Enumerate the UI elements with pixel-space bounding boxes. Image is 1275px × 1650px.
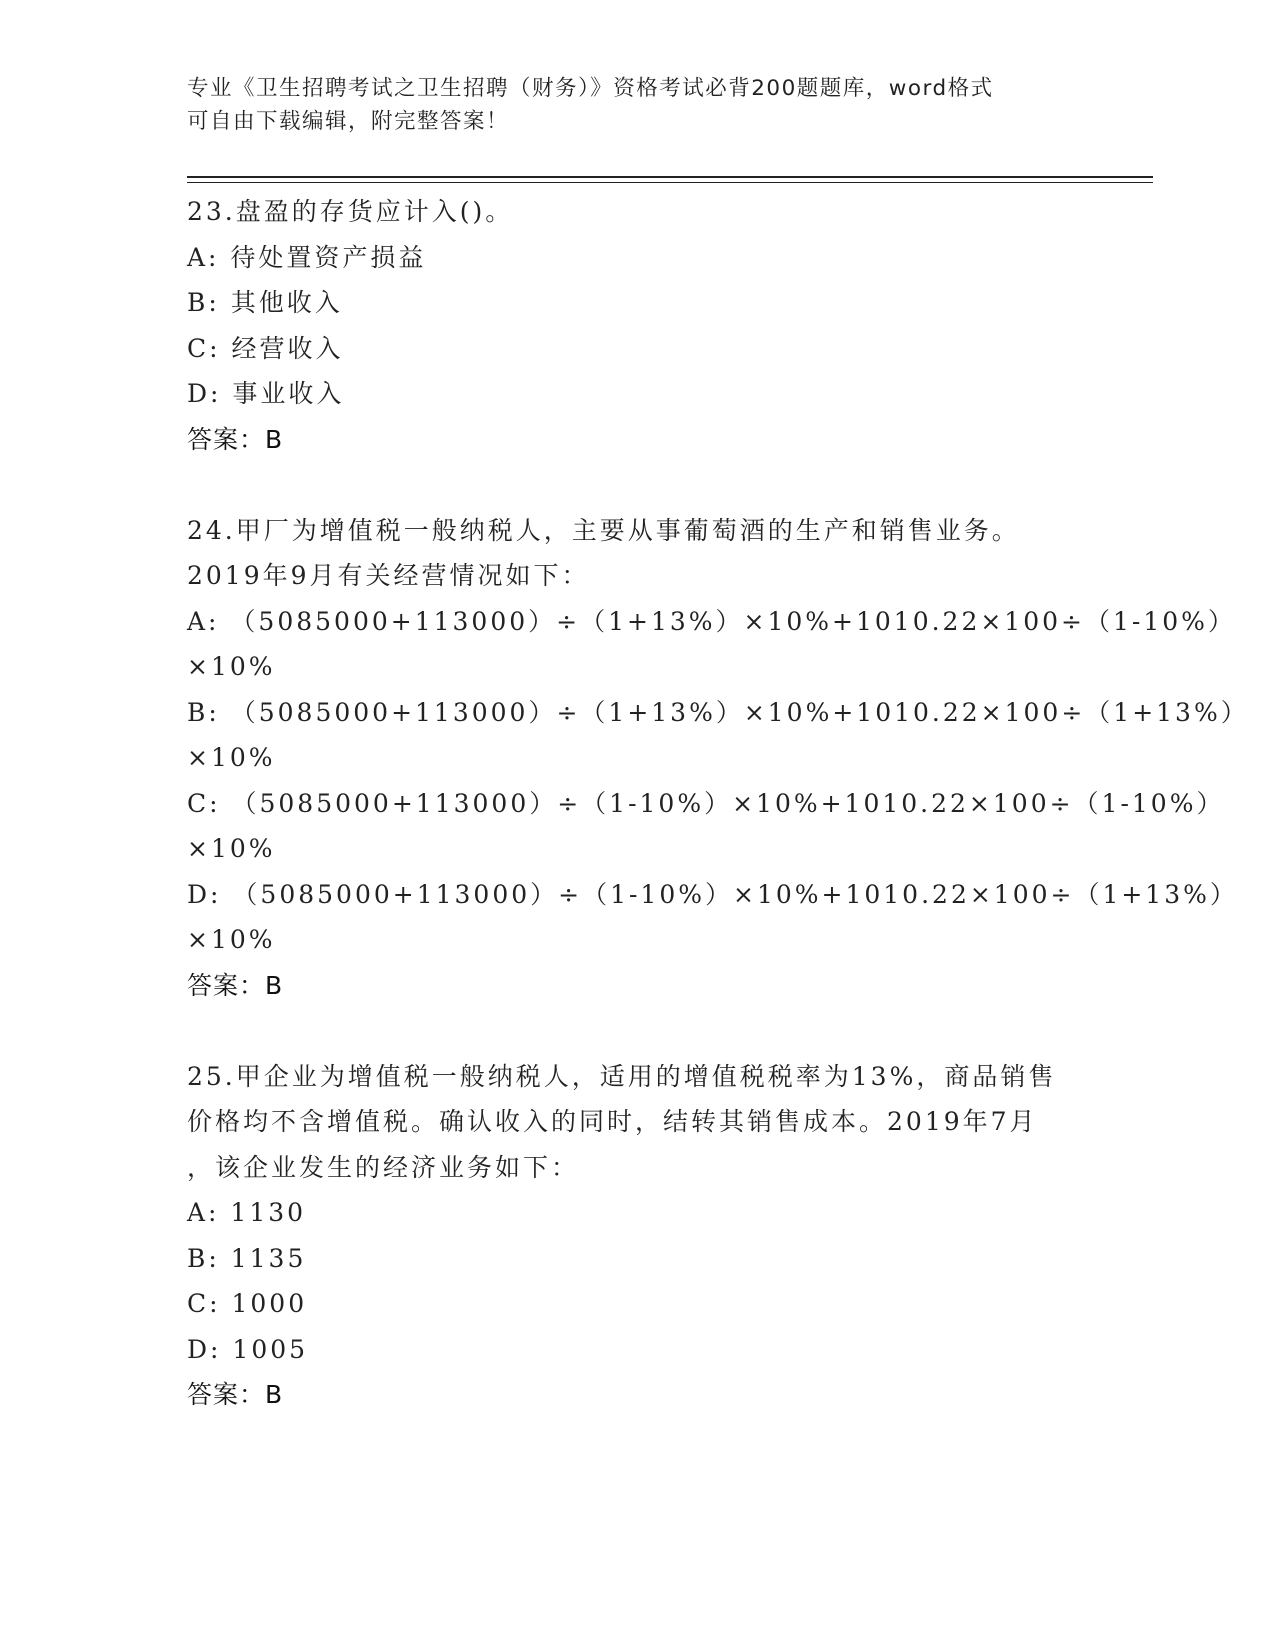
question-stem-line: 25.甲企业为增值税一般纳税人，适用的增值税税率为13%，商品销售 [187, 1061, 1057, 1091]
option-a: A: 1130 [187, 1198, 307, 1227]
option-c-continued: ×10% [187, 834, 276, 863]
question-list [187, 189, 1249, 1418]
option-c: C: （5085000+113000）÷（1-10%）×10%+1010.22×100÷（1-10%） [187, 788, 1225, 818]
option-b: B: 其他收入 [187, 288, 343, 317]
option-a-continued: ×10% [187, 652, 276, 681]
answer-line: 答案：B [187, 1380, 284, 1409]
question-spacer [187, 462, 1067, 508]
header-divider-thin [187, 182, 1153, 183]
question-stem-line: ，该企业发生的经济业务如下： [187, 1152, 580, 1182]
option-d-continued: ×10% [187, 925, 276, 954]
option-d: D: 事业收入 [187, 379, 345, 408]
question-stem-line: 23.盘盈的存货应计入()。 [187, 197, 514, 226]
question-stem-line: 24.甲厂为增值税一般纳税人，主要从事葡萄酒的生产和销售业务。 [187, 515, 1020, 545]
option-d: D: （5085000+113000）÷（1-10%）×10%+1010.22×100÷（1+13%） [187, 879, 1238, 909]
answer-line: 答案：B [187, 424, 284, 454]
question-stem-line: 价格均不含增值税。确认收入的同时，结转其销售成本。2019年7月 [187, 1107, 1038, 1136]
question-24 [187, 508, 1249, 1009]
header-line-1: 专业《卫生招聘考试之卫生招聘（财务）》资格考试必背200题题库，word格式 [187, 76, 994, 101]
question-23 [187, 189, 1067, 462]
document-header [187, 72, 1067, 138]
question-stem-line: 2019年9月有关经营情况如下： [187, 561, 590, 590]
question-25 [187, 1054, 1067, 1418]
option-b: B: 1135 [187, 1243, 307, 1273]
option-c: C: 经营收入 [187, 333, 344, 363]
header-line-2: 可自由下载编辑，附完整答案！ [187, 109, 510, 134]
answer-line: 答案：B [187, 970, 284, 1000]
question-spacer [187, 1008, 1067, 1054]
option-d: D: 1005 [187, 1334, 309, 1364]
option-a: A: （5085000+113000）÷（1+13%）×10%+1010.22×100÷（1-10%） [187, 606, 1236, 636]
option-b: B: （5085000+113000）÷（1+13%）×10%+1010.22×100÷（1+13%） [187, 697, 1249, 727]
option-c: C: 1000 [187, 1289, 308, 1318]
option-a: A: 待处置资产损益 [187, 242, 427, 272]
option-b-continued: ×10% [187, 743, 276, 772]
header-divider-thick [187, 176, 1153, 178]
